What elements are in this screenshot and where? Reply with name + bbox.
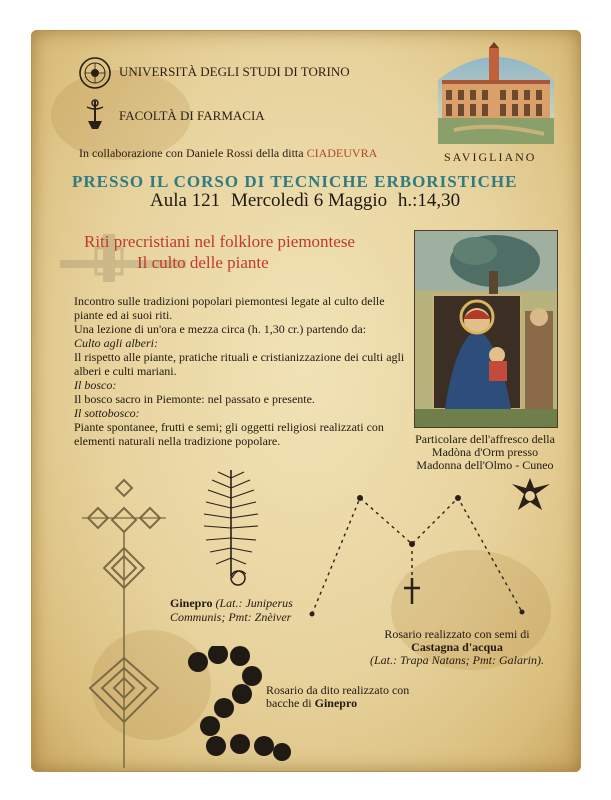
fresco-caption: Particolare dell'affresco della Madòna d'Orm presso Madonna dell'Olmo - Cuneo	[415, 432, 555, 472]
duration-text: Una lezione di un'ora e mezza circa (h. 1,30 cr.) partendo da:	[74, 322, 367, 336]
ginepro-latin: (Lat.: Juniperus Communis; Pmt: Znèiver	[170, 596, 293, 624]
rosario-caption	[352, 628, 562, 667]
pharmacy-emblem-icon	[82, 97, 108, 133]
lecture-title-line1: Riti precristiani nel folklore piemontese	[84, 232, 355, 251]
time-label: h.:14,30	[397, 190, 461, 211]
section-text-undergrowth: Piante spontanee, frutti e semi; gli oggetti religiosi realizzati con elementi naturali nella tradizione popolare.	[74, 420, 384, 448]
collaboration-line	[79, 146, 377, 161]
woven-crosses-illustration	[78, 478, 170, 768]
savigliano-building-illustration	[434, 40, 558, 148]
lecture-description	[74, 294, 410, 448]
section-heading-forest: Il bosco:	[74, 378, 117, 392]
company-name: CIADEUVRA	[306, 146, 378, 160]
ginepro-name: Ginepro	[170, 596, 213, 610]
section-heading-trees: Culto agli alberi:	[74, 336, 158, 350]
madonna-fresco-image	[414, 230, 558, 428]
rosario-name: Castagna d'acqua	[411, 640, 503, 654]
rosario-text: Rosario realizzato con semi di	[384, 627, 530, 641]
section-text-trees: Il rispetto alle piante, pratiche rituali e cristianizzazione dei culti agli alberi e culti mariani.	[74, 350, 405, 378]
room-label: Aula 121	[150, 190, 221, 211]
university-seal-icon	[78, 56, 112, 90]
date-label: Mercoledì 6 Maggio	[230, 190, 388, 211]
chestnut-rosary-illustration	[308, 486, 534, 622]
section-text-forest: Il bosco sacro in Piemonte: nel passato e presente.	[74, 392, 315, 406]
intro-text: Incontro sulle tradizioni popolari piemontesi legate al culto delle piante ed ai suoi riti.	[74, 294, 385, 322]
collaboration-text: In collaborazione con Daniele Rossi della ditta	[79, 146, 304, 160]
juniper-branch-illustration	[196, 466, 266, 592]
rosario-latin: (Lat.: Trapa Natans; Pmt: Galarin).	[369, 653, 544, 667]
finger-rosary-name: Ginepro	[314, 696, 358, 710]
university-name: UNIVERSITÀ DEGLI STUDI DI TORINO	[119, 64, 350, 79]
finger-rosary-caption	[266, 684, 416, 710]
ginepro-caption	[170, 596, 320, 624]
course-title: PRESSO IL CORSO DI TECNICHE ERBORISTICHE	[72, 172, 518, 191]
section-heading-undergrowth: Il sottobosco:	[74, 406, 140, 420]
town-name: SAVIGLIANO	[444, 150, 537, 164]
water-chestnut-seed-icon	[508, 476, 554, 518]
faculty-name: FACOLTÀ DI FARMACIA	[119, 108, 265, 123]
lecture-schedule	[150, 190, 466, 212]
finger-rosary-text: Rosario da dito realizzato con bacche di	[266, 683, 410, 710]
lecture-title-line2: Il culto delle piante	[137, 253, 269, 272]
